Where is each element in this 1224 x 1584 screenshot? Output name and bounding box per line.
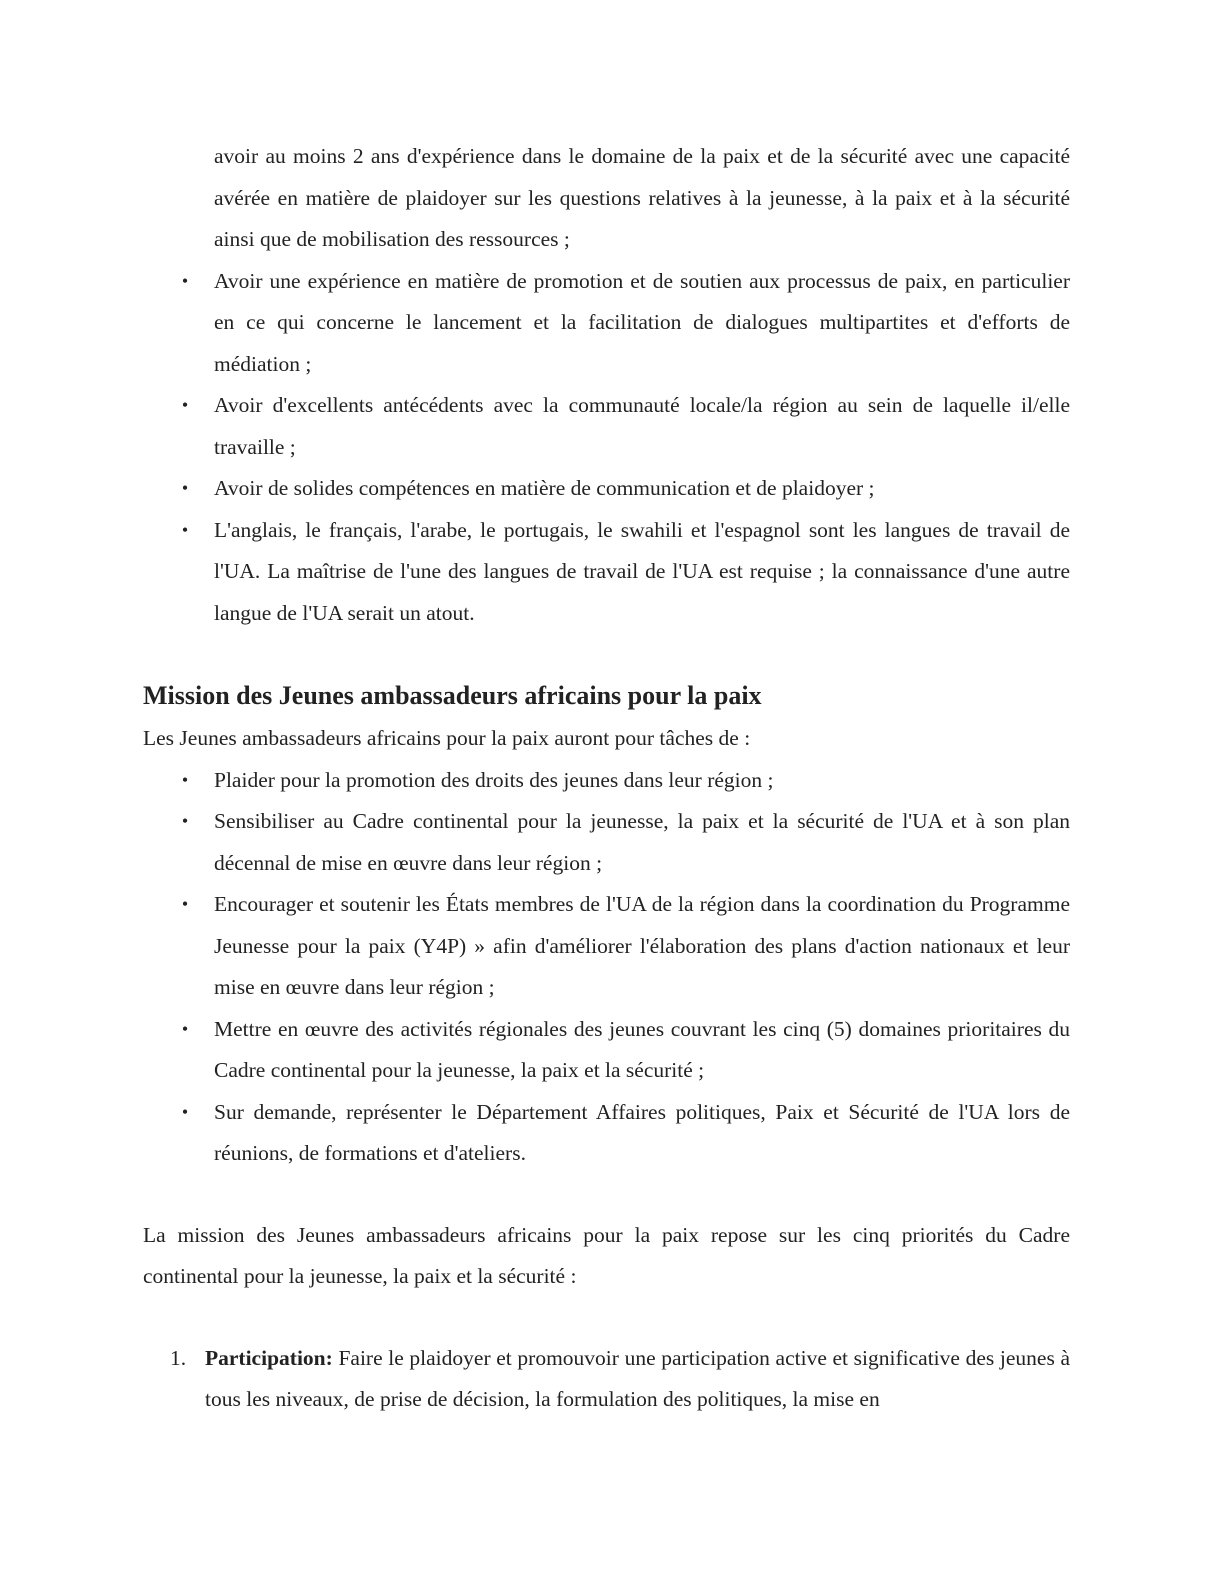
- mission-heading: Mission des Jeunes ambassadeurs africains pour la paix: [143, 681, 762, 710]
- list-item: [143, 1338, 1070, 1421]
- priorities-list: [143, 1338, 1070, 1421]
- task-text: Mettre en œuvre des activités régionales des jeunes couvrant les cinq (5) domaines prioritaires du Cadre continental pour la jeunesse, la paix et la sécurité ;: [214, 1016, 1070, 1082]
- document-page: [143, 136, 1070, 1421]
- priority-title: Participation:: [205, 1345, 333, 1370]
- bullet-marker: •: [181, 478, 189, 498]
- list-item: [143, 468, 1070, 510]
- requirement-text: L'anglais, le français, l'arabe, le portugais, le swahili et l'espagnol sont les langues de travail de l'UA. La maîtrise de l'une des langues de travail de l'UA est requise ; la connaissance d'une autre langue de l'UA serait un atout.: [214, 517, 1070, 625]
- bullet-marker: •: [181, 519, 189, 540]
- bullet-marker: •: [181, 769, 189, 790]
- bullet-marker: •: [181, 811, 189, 831]
- list-item: [143, 801, 1070, 884]
- task-text: Sensibiliser au Cadre continental pour la jeunesse, la paix et la sécurité de l'UA et à son plan décennal de mise en œuvre dans leur région ;: [214, 809, 1070, 875]
- bullet-marker: •: [181, 270, 189, 291]
- list-item: [143, 884, 1070, 1009]
- bullet-marker: •: [181, 1018, 189, 1039]
- bullet-marker: •: [181, 1101, 189, 1122]
- priority-text: Faire le plaidoyer et promouvoir une participation active et significative des jeunes à tous les niveaux, de prise de décision, la formulation des politiques, la mise en: [205, 1345, 1070, 1411]
- list-item: [143, 1092, 1070, 1175]
- priorities-intro: La mission des Jeunes ambassadeurs africains pour la paix repose sur les cinq priorités du Cadre continental pour la jeunesse, la paix et la sécurité :: [143, 1222, 1070, 1288]
- task-text: Encourager et soutenir les États membres de l'UA de la région dans la coordination du Programme Jeunesse pour la paix (Y4P) » afin d'améliorer l'élaboration des plans d'action nationaux et leur mise en œuvre dans leur région ;: [214, 892, 1070, 999]
- tasks-list: [143, 760, 1070, 1175]
- list-item: [143, 1009, 1070, 1092]
- mission-intro: Les Jeunes ambassadeurs africains pour la paix auront pour tâches de :: [143, 726, 751, 750]
- list-item: [143, 760, 1070, 802]
- requirement-continuation: avoir au moins 2 ans d'expérience dans le domaine de la paix et de la sécurité avec une capacité avérée en matière de plaidoyer sur les questions relatives à la jeunesse, à la paix et à la sécurité ainsi que de mobilisation des ressources ;: [214, 144, 1070, 251]
- task-text: Plaider pour la promotion des droits des jeunes dans leur région ;: [214, 767, 774, 792]
- requirement-text: Avoir d'excellents antécédents avec la communauté locale/la région au sein de laquelle il/elle travaille ;: [214, 393, 1070, 459]
- list-item: [143, 261, 1070, 386]
- bullet-marker: •: [181, 395, 189, 415]
- requirement-text: Avoir de solides compétences en matière de communication et de plaidoyer ;: [214, 476, 875, 500]
- list-item: [143, 385, 1070, 468]
- list-number: 1.: [170, 1345, 187, 1370]
- requirements-list: [143, 261, 1070, 635]
- task-text: Sur demande, représenter le Département Affaires politiques, Paix et Sécurité de l'UA lors de réunions, de formations et d'ateliers.: [214, 1099, 1070, 1165]
- list-item: [143, 510, 1070, 635]
- requirement-text: Avoir une expérience en matière de promotion et de soutien aux processus de paix, en particulier en ce qui concerne le lancement et la facilitation de dialogues multipartites et d'efforts de médiation ;: [214, 268, 1070, 376]
- bullet-marker: •: [181, 894, 189, 914]
